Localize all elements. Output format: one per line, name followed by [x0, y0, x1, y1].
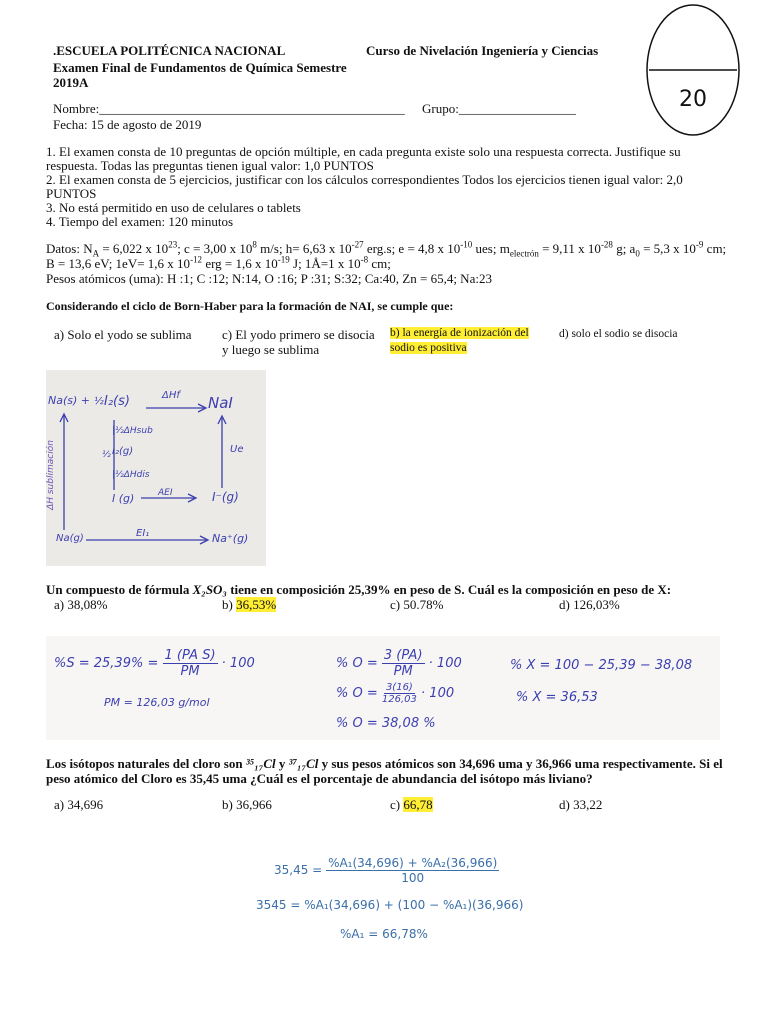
diagram-label: Na⁺(g) — [212, 532, 249, 545]
q1-option-b — [390, 326, 529, 356]
diagram-label: ½ — [102, 450, 111, 460]
q3-option-c: c) 66,78 — [390, 797, 433, 812]
school-name: .ESCUELA POLITÉCNICA NACIONAL — [53, 43, 286, 58]
diagram-label: |½ΔHdis — [112, 470, 150, 480]
q1-option-c — [222, 327, 375, 357]
constants-line-1: Datos: $N_A = 6,022$ x $10^{23}$; c = 3,00 x $10^8$ m/s; h= 6,63 x $10^{-27}$ erg.s; e = 4,8 x $10^{-10}$ ues; $m_{electrón} = 9,11$ x $10^{-28}$ g; $a_0 = 5,3$ x $10^{-9}$ cm; — [46, 239, 727, 259]
work-line: %S = 25,39% = $\frac{\text{1 (PA S)}}{PM}$ · 100 — [54, 648, 255, 679]
q2-option-b: b) 36,53% — [222, 597, 277, 612]
diagram-label: |½ΔHsub — [112, 426, 153, 436]
instruction-line: 1. El examen consta de 10 preguntas de opción múltiple, en cada pregunta existe solo una respuesta correcta. Justifique su — [46, 144, 681, 159]
equation-2: 3545 = %A₁(34,696) + (100 − %A₁)(36,966) — [256, 898, 524, 912]
exam-title-line-1: Examen Final de Fundamentos de Química Semestre — [53, 60, 347, 75]
diagram-label: ΔHf — [162, 390, 180, 401]
diagram-label: ΔH sublimación — [45, 440, 56, 510]
score-oval — [643, 2, 743, 138]
diagram-label: EI₁ — [136, 528, 150, 539]
equation-1: 35,45 = $\frac{\text{\%A₁(34,696) + \%A₂(36,966)}}{100}$ — [274, 856, 498, 885]
instructions — [46, 145, 683, 229]
instruction-line: 3. No está permitido en uso de celulares o tablets — [46, 200, 301, 215]
diagram-label: AEI — [158, 488, 173, 498]
work-line: % X = 36,53 — [516, 690, 598, 705]
formula: X₂SO₃ — [192, 582, 227, 597]
diagram-label: I⁻(g) — [212, 490, 239, 504]
equation-3: %A₁ = 66,78% — [340, 927, 428, 941]
exam-title-line-2: 2019A — [53, 75, 89, 90]
diagram-label: I₂(s) — [104, 394, 130, 409]
q1-option-c-line: y luego se sublima — [222, 342, 320, 357]
work-line: PM = 126,03 g/mol — [104, 696, 210, 709]
q2-option-d: d) 126,03% — [559, 597, 620, 612]
isotope-cl37: ³⁷₁₇Cl — [288, 756, 319, 771]
question-3-line-2: peso atómico del Cloro es 35,45 uma ¿Cuál es el porcentaje de abundancia del isótopo más liviano? — [46, 771, 593, 786]
instruction-line: respuesta. Todas las preguntas tienen igual valor: 1,0 PUNTOS — [46, 158, 374, 173]
diagram-label: I₂(g) — [112, 446, 134, 457]
work-line: % O = $\frac{3 (PA)}{PM}$ · 100 — [336, 648, 462, 679]
question-3-line-1: Los isótopos naturales del cloro son ³⁵₁₇Cl y ³⁷₁₇Cl y sus pesos atómicos son 34,696 uma y 36,966 uma respectivamente. Si el — [46, 756, 723, 771]
q3-option-d: d) 33,22 — [559, 797, 603, 812]
isotope-cl35: ³⁵₁₇Cl — [245, 756, 276, 771]
instruction-line: PUNTOS — [46, 186, 97, 201]
q1-option-c-line: c) El yodo primero se disocia — [222, 327, 375, 342]
diagram-label: Na(g) — [56, 533, 84, 544]
exam-date: Fecha: 15 de agosto de 2019 — [53, 117, 202, 132]
diagram-label: NaI — [208, 394, 233, 412]
q3-option-b: b) 36,966 — [222, 797, 272, 812]
q3-option-a: a) 34,696 — [54, 797, 104, 812]
question-1: Considerando el ciclo de Born-Haber para la formación de NAI, se cumple que: — [46, 299, 454, 313]
name-field: Nombre:_______________________________________________ — [53, 101, 405, 116]
instruction-line: 2. El examen consta de 5 ejercicios, justificar con los cálculos correspondientes Todos los ejercicios tienen igual valor: 2,0 — [46, 172, 683, 187]
q1-option-a: a) Solo el yodo se sublima — [54, 327, 192, 342]
handwritten-work — [46, 636, 720, 740]
q1-option-d: d) solo el sodio se disocia — [559, 328, 678, 340]
diagram-label: ½ — [94, 396, 104, 407]
q2-option-a: a) 38,08% — [54, 597, 108, 612]
constants-line-2: B = 13,6 eV; 1eV= 1,6 x $10^{-12}$ erg = 1,6 x $10^{-19}$ J; 1Å=1 x $10^{-8}$ cm; — [46, 254, 391, 271]
diagram-label: I (g) — [112, 492, 135, 505]
diagram-label: Ue — [230, 444, 244, 455]
score-value: 20 — [679, 87, 707, 112]
born-haber-photo — [46, 370, 266, 566]
work-line: % O = 38,08 % — [336, 716, 436, 731]
work-line: % O = $\frac{3(16)}{126,03}$ · 100 — [336, 682, 455, 705]
instruction-line: 4. Tiempo del examen: 120 minutos — [46, 214, 234, 229]
group-field: Grupo:__________________ — [422, 101, 576, 116]
q1-option-b-line: sodio es positiva — [390, 342, 467, 354]
diagram-label: Na(s) + — [48, 394, 90, 407]
course-name: Curso de Nivelación Ingeniería y Ciencias — [366, 43, 599, 58]
atomic-weights: Pesos atómicos (uma): H :1; C :12; N:14, O :16; P :31; S:32; Ca:40, Zn = 65,4; Na:23 — [46, 271, 492, 286]
q2-option-c: c) 50.78% — [390, 597, 444, 612]
question-2: Un compuesto de fórmula X₂SO₃ tiene en composición 25,39% en peso de S. Cuál es la composición en peso de X: — [46, 582, 672, 597]
work-line: % X = 100 − 25,39 − 38,08 — [510, 658, 693, 673]
q1-option-b-line: b) la energía de ionización del — [390, 327, 529, 339]
